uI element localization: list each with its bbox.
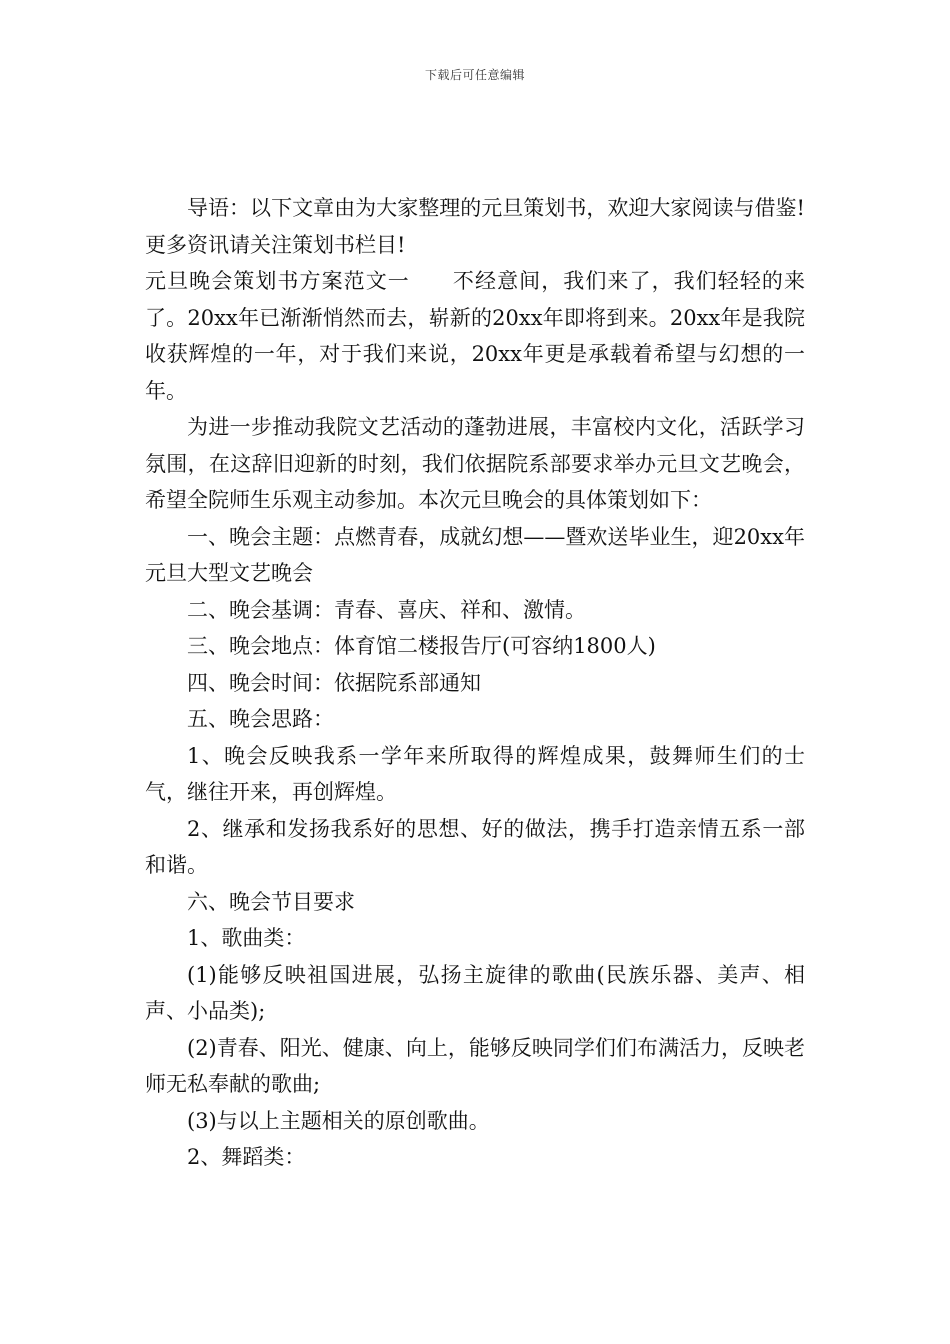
ideas-heading: 五、晚会思路： (187, 707, 334, 731)
songs-heading: 1、歌曲类： (187, 926, 306, 950)
section-title: 元旦晚会策划书方案范文一 (145, 269, 410, 293)
dance-heading: 2、舞蹈类： (187, 1145, 306, 1169)
idea-2-paragraph: 2、继承和发扬我系好的思想、好的做法，携手打造亲情五系一部和谐。 (145, 816, 805, 877)
document-body (145, 190, 805, 1176)
song-3-paragraph: (3)与以上主题相关的原创歌曲。 (187, 1108, 490, 1133)
theme-paragraph: 一、晚会主题：点燃青春，成就幻想——暨欢送毕业生，迎20xx年元旦大型文艺晚会 (145, 524, 805, 585)
tone-paragraph: 二、晚会基调：青春、喜庆、祥和、激情。 (187, 597, 586, 622)
venue-paragraph: 三、晚会地点：体育馆二楼报告厅(可容纳1800人) (187, 634, 656, 658)
song-2-paragraph: (2)青春、阳光、健康、向上，能够反映同学们们布满活力，反映老师无私奉献的歌曲; (145, 1035, 805, 1096)
intro-paragraph: 导语：以下文章由为大家整理的元旦策划书，欢迎大家阅读与借鉴!更多资讯请关注策划书栏目! (145, 196, 805, 257)
requirements-heading: 六、晚会节目要求 (187, 889, 355, 914)
song-1-paragraph: (1)能够反映祖国进展，弘扬主旋律的歌曲(民族乐器、美声、相声、小品类); (145, 962, 805, 1023)
purpose-paragraph: 为进一步推动我院文艺活动的蓬勃进展，丰富校内文化，活跃学习氛围，在这辞旧迎新的时刻，我们依据院系部要求举办元旦文艺晚会，希望全院师生乐观主动参加。本次元旦晚会的具体策划如下： (145, 415, 805, 512)
time-paragraph: 四、晚会时间：依据院系部通知 (187, 670, 481, 695)
page-header-note: 下载后可任意编辑 (424, 68, 525, 82)
idea-1-paragraph: 1、晚会反映我系一学年来所取得的辉煌成果，鼓舞师生们的士气，继往开来，再创辉煌。 (145, 743, 805, 804)
opening-text: 不经意间，我们来了，我们轻轻的来了。20xx年已渐渐悄然而去，崭新的20xx年即将到来。20xx年是我院收获辉煌的一年，对于我们来说，20xx年更是承载着希望与幻想的一年。 (145, 269, 806, 403)
opening-paragraph (145, 263, 805, 409)
